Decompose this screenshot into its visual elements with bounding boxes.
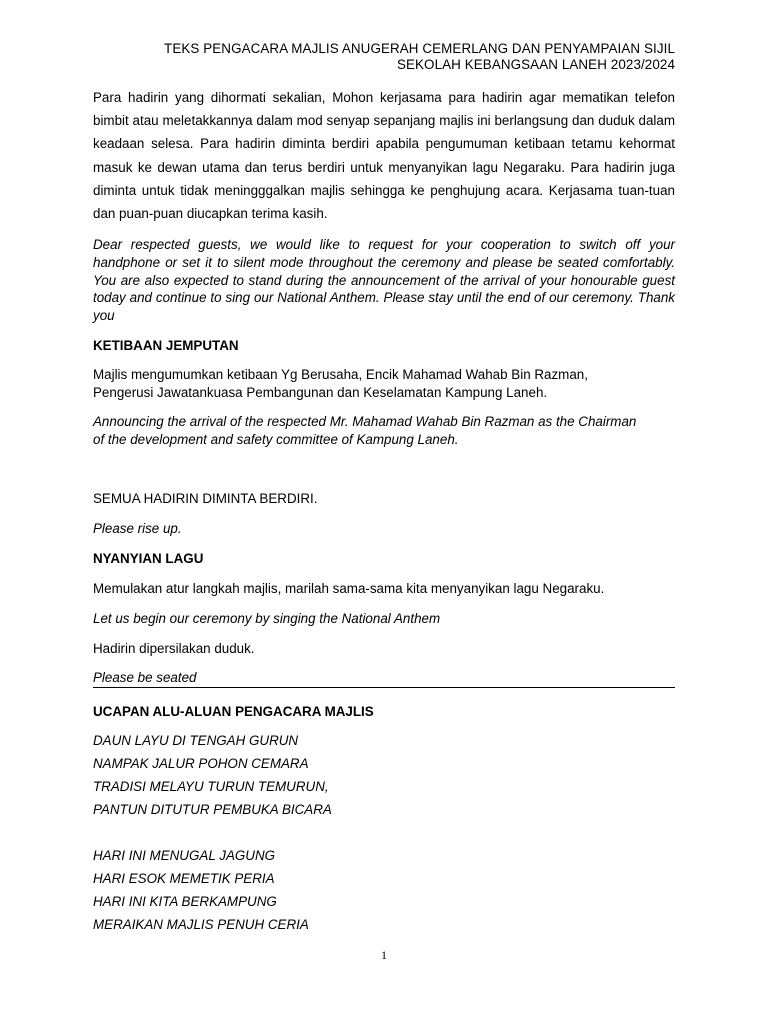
arrival-malay-line-1: Majlis mengumumkan ketibaan Yg Berusaha, Encik Mahamad Wahab Bin Razman, (93, 367, 588, 382)
arrival-english-line-2: of the development and safety committee of Kampung Laneh. (93, 432, 459, 447)
arrival-english-line-1: Announcing the arrival of the respected Mr. Mahamad Wahab Bin Razman as the Chairman (93, 414, 637, 429)
anthem-english: Let us begin our ceremony by singing the National Anthem (93, 611, 441, 626)
pantun-1-line-4: PANTUN DITUTUR PEMBUKA BICARA (93, 802, 332, 817)
intro-paragraph-malay: Para hadirin yang dihormati sekalian, Mohon kerjasama para hadirin agar mematikan telefon bimbit atau meletakkannya dalam mod senyap sepanjang majlis ini berlangsung dan duduk dalam keadaan selesa. Para hadirin diminta berdiri apabila pengumuman ketibaan tetamu kehormat masuk ke dewan utama dan terus berdiri untuk menyanyikan lagu Negaraku. Para hadirin juga diminta untuk tidak meningggalkan majlis sehingga ke penghujung acara. Kerjasama tuan-tuan dan puan-puan diucapkan terima kasih. (93, 90, 675, 222)
page-number: 1 (381, 948, 387, 962)
intro-paragraph-english: Dear respected guests, we would like to request for your cooperation to switch off your handphone or set it to silent mode throughout the ceremony and please be seated comfortably. You are also expected to stand during the announcement of the arrival of your honourable guest today and continue to sing our National Anthem. Please stay until the end of our ceremony. Thank you (93, 237, 675, 324)
anthem-heading: NYANYIAN LAGU (93, 551, 204, 566)
pantun-1-line-1: DAUN LAYU DI TENGAH GURUN (93, 733, 299, 748)
pantun-2-line-2: HARI ESOK MEMETIK PERIA (93, 871, 275, 886)
pantun-2-line-3: HARI INI KITA BERKAMPUNG (93, 894, 277, 909)
seated-malay: Hadirin dipersilakan duduk. (93, 641, 255, 656)
rise-instruction-malay: SEMUA HADIRIN DIMINTA BERDIRI. (93, 491, 318, 506)
arrival-malay-line-2: Pengerusi Jawatankuasa Pembangunan dan Keselamatan Kampung Laneh. (93, 385, 548, 400)
pantun-2-line-4: MERAIKAN MAJLIS PENUH CERIA (93, 917, 309, 932)
section-divider (93, 687, 675, 688)
header-title-line-2: SEKOLAH KEBANGSAAN LANEH 2023/2024 (396, 57, 675, 72)
document-header (93, 41, 675, 73)
pantun-1-line-3: TRADISI MELAYU TURUN TEMURUN, (93, 779, 329, 794)
pantun-1-line-2: NAMPAK JALUR POHON CEMARA (93, 756, 309, 771)
arrival-heading: KETIBAAN JEMPUTAN (93, 338, 239, 353)
rise-instruction-english: Please rise up. (93, 521, 182, 536)
pantun-2-line-1: HARI INI MENUGAL JAGUNG (93, 848, 276, 863)
header-title-line-1: TEKS PENGACARA MAJLIS ANUGERAH CEMERLANG DAN PENYAMPAIAN SIJIL (164, 41, 675, 56)
seated-english: Please be seated (93, 670, 197, 685)
anthem-malay: Memulakan atur langkah majlis, marilah sama-sama kita menyanyikan lagu Negaraku. (93, 581, 605, 596)
welcome-heading: UCAPAN ALU-ALUAN PENGACARA MAJLIS (93, 704, 374, 719)
